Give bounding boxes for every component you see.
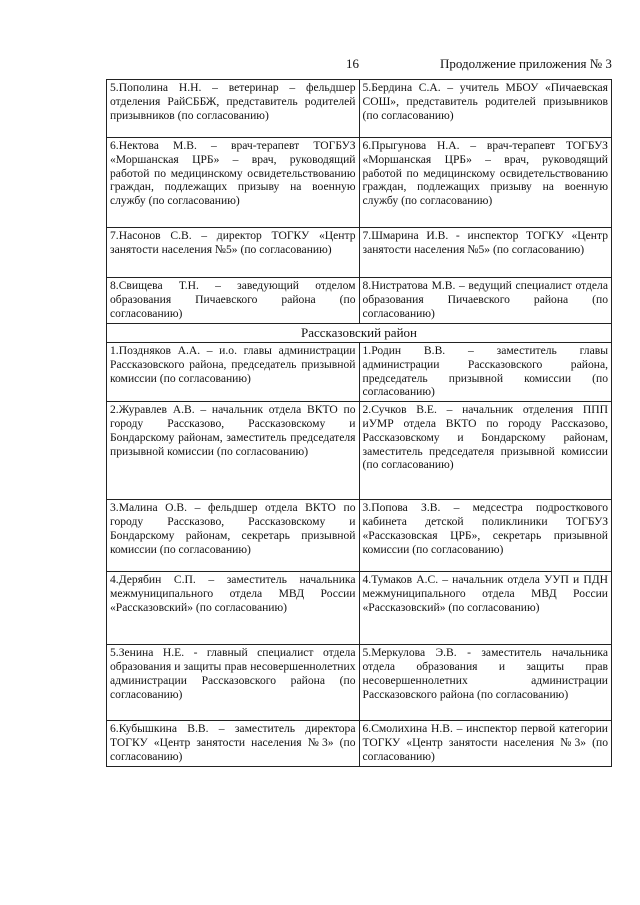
page-number: 16 bbox=[346, 56, 359, 71]
table-row bbox=[107, 645, 612, 721]
reserve-member-cell: 3.Попова З.В. – медсестра подросткового кабинета детской поликлиники ТОГБУЗ «Рассказовская ЦРБ», секретарь призывной комиссии (по согласованию) bbox=[359, 500, 612, 572]
reserve-member-cell: 7.Шмарина И.В. - инспектор ТОГКУ «Центр занятости населения №5» (по согласованию) bbox=[359, 228, 612, 278]
reserve-member-cell: 4.Тумаков А.С. – начальник отдела УУП и ПДН межмуниципального отдела МВД России «Рассказовский» (по согласованию) bbox=[359, 572, 612, 645]
reserve-member-cell: 1.Родин В.В. – заместитель главы администрации Рассказовского района, председатель призывной комиссии (по согласованию) bbox=[359, 343, 612, 402]
table-row bbox=[107, 138, 612, 228]
main-member-cell: 5.Пополина Н.Н. – ветеринар – фельдшер отделения РайСББЖ, представитель родителей призывников (по согласованию) bbox=[107, 80, 360, 138]
main-member-cell: 4.Дерябин С.П. – заместитель начальника межмуниципального отдела МВД России «Рассказовский» (по согласованию) bbox=[107, 572, 360, 645]
main-member-cell: 2.Журавлев А.В. – начальник отдела ВКТО по городу Рассказово, Рассказовскому и Бондарскому районам, заместитель председателя призывной комиссии (по согласованию) bbox=[107, 402, 360, 500]
table-row bbox=[107, 278, 612, 324]
reserve-member-cell: 6.Прыгунова Н.А. – врач-терапевт ТОГБУЗ «Моршанская ЦРБ» – врач, руководящий работой по медицинскому освидетельствованию граждан, подлежащих призыву на военную службу (по согласованию) bbox=[359, 138, 612, 228]
table-row bbox=[107, 721, 612, 766]
table-row bbox=[107, 402, 612, 500]
appendix-continuation-note: Продолжение приложения № 3 bbox=[440, 56, 612, 71]
section-header-row bbox=[107, 324, 612, 343]
main-member-cell: 1.Поздняков А.А. – и.о. главы администрации Рассказовского района, председатель призывной комиссии (по согласованию) bbox=[107, 343, 360, 402]
table-row bbox=[107, 500, 612, 572]
table-row bbox=[107, 80, 612, 138]
main-member-cell: 6.Кубышкина В.В. – заместитель директора ТОГКУ «Центр занятости населения №3» (по согласованию) bbox=[107, 721, 360, 766]
commission-members-table bbox=[106, 79, 612, 767]
main-member-cell: 6.Нектова М.В. – врач-терапевт ТОГБУЗ «Моршанская ЦРБ» – врач, руководящий работой по медицинскому освидетельствованию граждан, подлежащих призыву на военную службу (по согласованию) bbox=[107, 138, 360, 228]
reserve-member-cell: 2.Сучков В.Е. – начальник отделения ППП иУМР отдела ВКТО по городу Рассказово, Рассказовскому и Бондарскому районам, заместитель председателя призывной комиссии (по согласованию) bbox=[359, 402, 612, 500]
table-body bbox=[107, 80, 612, 767]
table-row bbox=[107, 228, 612, 278]
table-row bbox=[107, 343, 612, 402]
main-member-cell: 5.Зенина Н.Е. - главный специалист отдела образования и защиты прав несовершеннолетних администрации Рассказовского района (по согласованию) bbox=[107, 645, 360, 721]
reserve-member-cell: 5.Меркулова Э.В. - заместитель начальника отдела образования и защиты прав несовершеннолетних администрации Рассказовского района (по согласованию) bbox=[359, 645, 612, 721]
reserve-member-cell: 5.Бердина С.А. – учитель МБОУ «Пичаевская СОШ», представитель родителей призывников (по согласованию) bbox=[359, 80, 612, 138]
table-row bbox=[107, 572, 612, 645]
main-member-cell: 7.Насонов С.В. – директор ТОГКУ «Центр занятости населения №5» (по согласованию) bbox=[107, 228, 360, 278]
main-member-cell: 3.Малина О.В. – фельдшер отдела ВКТО по городу Рассказово, Рассказовскому и Бондарскому районам, секретарь призывной комиссии (по согласованию) bbox=[107, 500, 360, 572]
reserve-member-cell: 6.Смолихина Н.В. – инспектор первой категории ТОГКУ «Центр занятости населения №3» (по согласованию) bbox=[359, 721, 612, 766]
reserve-member-cell: 8.Нистратова М.В. – ведущий специалист отдела образования Пичаевского района (по согласованию) bbox=[359, 278, 612, 324]
section-title: Рассказовский район bbox=[107, 324, 612, 343]
main-member-cell: 8.Свищева Т.Н. – заведующий отделом образования Пичаевского района (по согласованию) bbox=[107, 278, 360, 324]
